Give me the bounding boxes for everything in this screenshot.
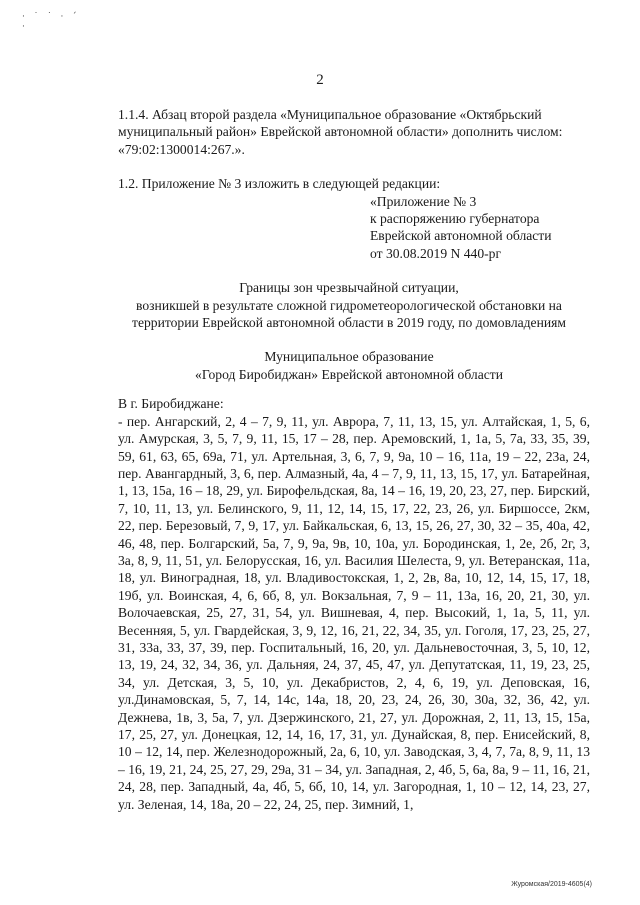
address-list: - пер. Ангарский, 2, 4 – 7, 9, 11, ул. Аврора, 7, 11, 13, 15, ул. Алтайская, 1, 5, 6, ул. Амурская, 3, 5, 7, 9, 11, 15, 17 – 28, пер. Аремовский, 1, 1а, 5, 7а, 33, 35, 39, 59, 61, 63, 65, 69а, 71, ул. Артельная, 3, 6, 7, 9, 9а, 10 – 16, 11а, 19 – 22, 23а, 24, пер. Авангардный, 3, 6, пер. Алмазный, 4а, 4 – 7, 9, 11, 13, 15, 17, ул. Батарейная, 1, 13, 15а, 16 – 18, 29, ул. Бирофельдская, 8а, 14 – 16, 19, 20, 23, 27, пер. Бирский, 7, 10, 11, 13, ул. Белинского, 9, 11, 12, 14, 15, 17, 22, 23, 26, ул. Биршоссе, 2км, 22, пер. Березовый, 7, 9, 17, ул. Байкальская, 6, 13, 15, 26, 27, 30, 32 – 35, 40а, 42, 46, 48, пер. Болгарский, 5а, 7, 9, 9а, 9в, 10, 10а, ул. Бородинская, 1, 2е, 2б, 2г, 3, 3а, 8, 9, 11, 51, ул. Белорусская, 16, ул. Василия Шелеста, 9, ул. Ветеранская, 11а, 18, ул. Виноградная, 18, ул. Владивостокская, 1, 2, 2в, 8а, 10, 12, 14, 15, 17, 18, 19б, ул. Воинская, 4, 6, 6б, 8, ул. Вокзальная, 7, 9 – 11, 13а, 16, 20, 21, 30, ул. Волочаевская, 25, 27, 31, 54, ул. Вишневая, 4, пер. Высокий, 1, 1а, 5, 11, ул. Весенняя, 5, ул. Гвардейская, 3, 9, 12, 16, 21, 22, 34, 35, ул. Гоголя, 17, 23, 25, 27, 31, 33а, 33, 37, 39, пер. Госпитальный, 16, 20, ул. Дальневосточная, 3, 5, 10, 12, 13, 19, 24, 32, 34, 36, ул. Дальняя, 24, 37, 45, 47, ул. Депутатская, 11, 19, 23, 25, 34, ул. Детская, 3, 5, 10, ул. Декабристов, 2, 4, 6, 19, ул. Деповская, 16, ул.Динамовская, 5, 7, 14, 14с, 14а, 18, 20, 23, 24, 26, 30, 30а, 32, 36, 42, ул. Дежнева, 1в, 3, 5а, 7, ул. Дзержинского, 21, 27, ул. Дорожная, 2, 11, 13, 15, 15а, 17, 25, 27, ул. Донецкая, 12, 14, 16, 17, 31, ул. Дунайская, 8, пер. Енисейский, 8, 10 – 12, 14, пер. Железнодорожный, 2а, 6, 10, ул. Заводская, 3, 4, 7, 7а, 8, 9, 11, 13 – 16, 19, 21, 24, 25, 27, 29, 29а, 31 – 34, ул. Западная, 2, 4б, 5, 6а, 8а, 9 – 11, 16, 21, 24, 28, пер. Западный, 4а, 4б, 5, 6б, 10, 14, ул. Загородная, 1, 10 – 12, 14, 23, 27, ул. Зеленая, 14, 18а, 20 – 22, 24, 25, пер. Зимний, 1, xyxy=(118,413,590,812)
city-intro: В г. Биробиджане: xyxy=(118,396,224,412)
appendix-line-3: Еврейской автономной области xyxy=(370,228,552,244)
scan-marks: · ˙ ˙ · ´ · xyxy=(22,12,80,32)
heading-line-3: территории Еврейской автономной области в 2019 году, по домовладениям xyxy=(132,315,566,331)
appendix-reference xyxy=(370,193,590,263)
appendix-line-1: «Приложение № 3 xyxy=(370,193,477,209)
paragraph-1-1-4-line-2: муниципальный район» Еврейской автономной области» дополнить числом: xyxy=(118,124,563,140)
paragraph-1-1-4 xyxy=(118,106,590,158)
heading-line-2: возникшей в результате сложной гидрометеорологической обстановки на xyxy=(136,297,562,313)
appendix-line-4: от 30.08.2019 N 440-рг xyxy=(370,245,502,261)
paragraph-1-2: 1.2. Приложение № 3 изложить в следующей редакции: xyxy=(118,176,441,192)
municipality-line-2: «Город Биробиджан» Еврейской автономной области xyxy=(195,366,503,382)
paragraph-1-1-4-line-3: «79:02:1300014:267.». xyxy=(118,141,245,157)
municipality-line-1: Муниципальное образование xyxy=(264,349,434,365)
footer-code: Журомская/2019-4605(4) xyxy=(511,881,592,888)
page-number: 2 xyxy=(316,72,324,88)
document-body xyxy=(118,106,590,813)
appendix-line-2: к распоряжению губернатора xyxy=(370,211,540,227)
municipality-heading xyxy=(108,348,590,383)
document-heading xyxy=(108,279,590,331)
heading-line-1: Границы зон чрезвычайной ситуации, xyxy=(239,280,459,296)
paragraph-1-1-4-line-1: 1.1.4. Абзац второй раздела «Муниципальное образование «Октябрьский xyxy=(118,107,542,122)
